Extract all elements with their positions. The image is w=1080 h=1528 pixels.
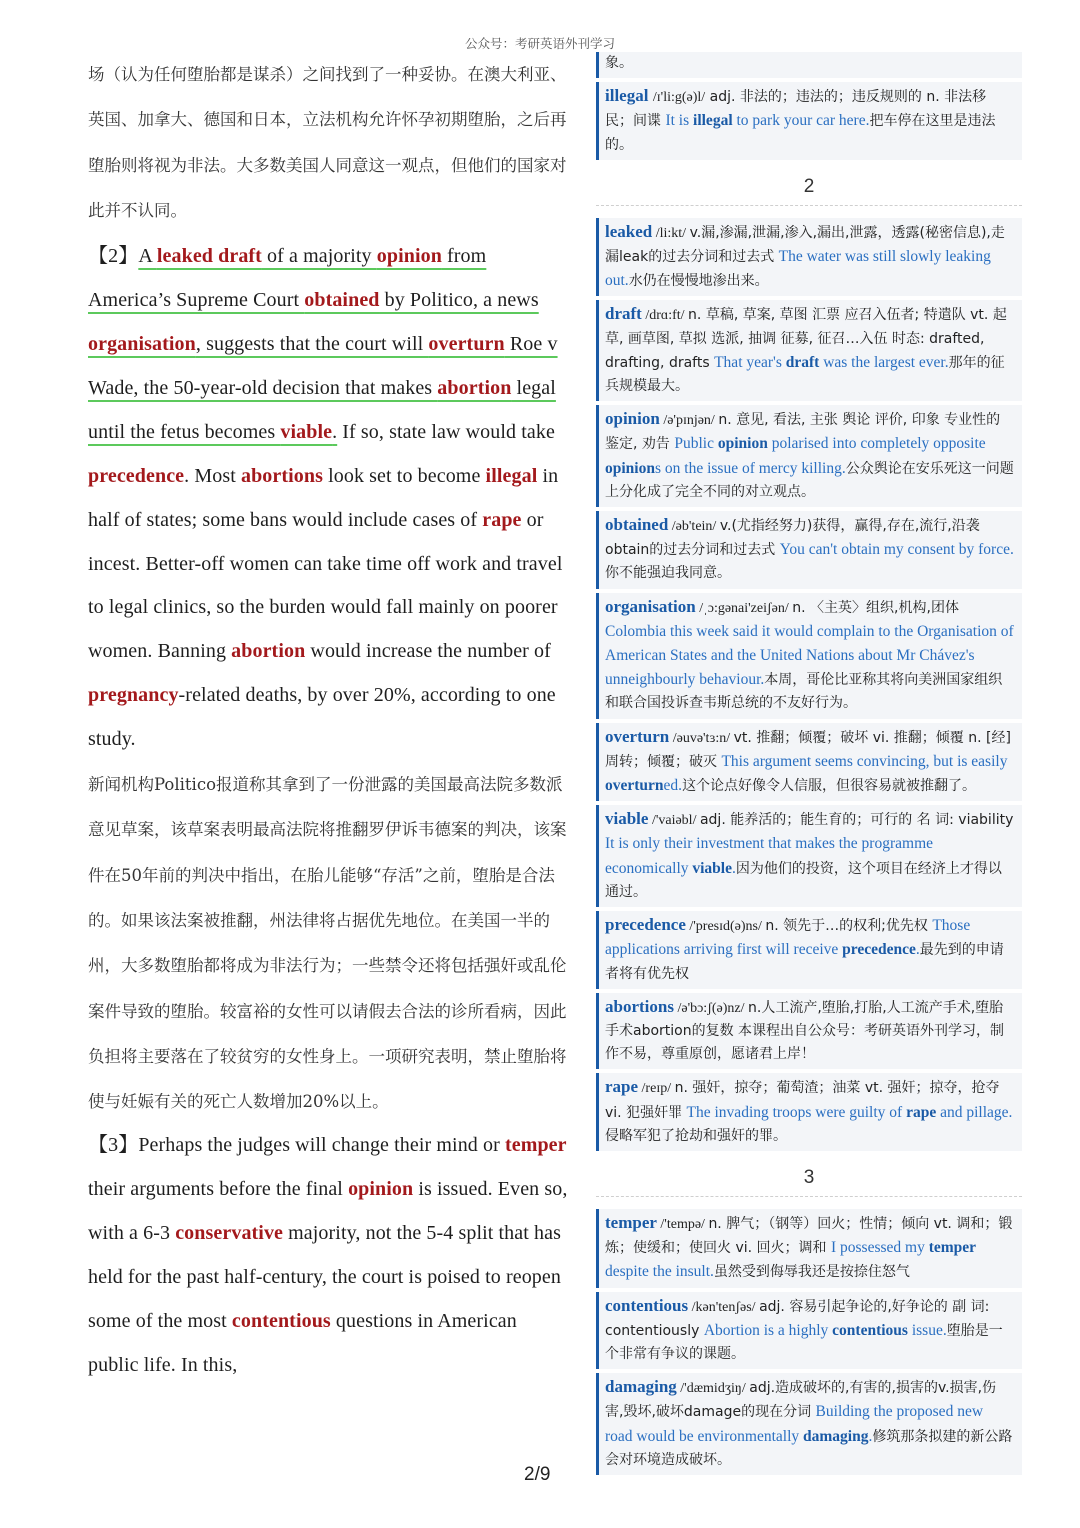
example-sentence: Colombia this week said it would complain to the Organisation of American States and the United Nations about Mr Chávez's unneighbourly behaviour. <box>605 622 1014 689</box>
keyword[interactable]: precedence <box>88 464 185 487</box>
vocab-entry-rape: rape /reɪp/ n. 强奸，掠夺；葡萄渣；油菜 vt. 强奸；掠夺，抢夺 vi. 犯强奸罪 The invading troops were guilty of rape and pillage.侵略军犯了抢劫和强奸的罪。 <box>596 1073 1022 1151</box>
vocab-word[interactable]: viable <box>605 809 649 829</box>
paragraph-2: 【2】A leaked draft of a majority opinion from America’s Supreme Court obtained by Politico, a news organisation, suggests that the court will overturn Roe v Wade, the 50-year-old decision that makes abortion legal until the fetus becomes viable. If so, state law would take precedence. Most abortions look set to become illegal in half of states; some bans would include cases of rape or incest. Better-off women can take time off work and travel to legal clinics, so the burden would fall mainly on poorer women. Banning abortion would increase the number of pregnancy-related deaths, by over 20%, according to one study. <box>88 245 563 751</box>
vocab-word[interactable]: leaked <box>605 221 653 241</box>
keyword[interactable]: temper <box>504 1134 567 1157</box>
keyword[interactable]: viable <box>280 420 333 443</box>
example-sentence: You can't obtain my consent by force. <box>779 541 1014 559</box>
vocabulary-column <box>596 52 1022 1479</box>
keyword[interactable]: abortion <box>231 640 306 663</box>
paragraph-3: 【3】Perhaps the judges will change their mind or temper their arguments before the final opinion is issued. Even so, with a 6-3 conservative majority, not the 5-4 split that has held for the past half-century, the court is poised to reopen some of the most contentious questions in American public life. In this, <box>88 1134 568 1376</box>
example-sentence: This argument seems convincing, but is easily overturned. <box>605 752 1008 795</box>
example-sentence: It is only their investment that makes the programme economically viable. <box>605 835 934 877</box>
vocab-word[interactable]: overturn <box>605 726 670 746</box>
keyword[interactable]: contentious <box>231 1310 331 1333</box>
keyword[interactable]: organisation <box>88 333 196 355</box>
keyword[interactable]: illegal <box>485 464 538 487</box>
vocab-word[interactable]: draft <box>605 304 642 324</box>
vocab-word[interactable]: opinion <box>605 409 660 429</box>
vocab-entry-organisation: organisation /ˌɔ:gənai'zeiʃən/ n. 〈主英〉组织,机构,团体 Colombia this week said it would complain to the Organisation of American States and the United Nations about Mr Chávez's unneighbourly behaviour.本周，哥伦比亚称其将向美洲国家组织和联合国投诉查韦斯总统的不友好行为。 <box>596 593 1022 719</box>
example-sentence: It is illegal to park your car here. <box>665 112 870 130</box>
keyword[interactable]: leaked draft <box>156 245 262 268</box>
keyword[interactable]: abortion <box>437 376 512 399</box>
paragraph-marker: 【2】 <box>88 245 139 268</box>
vocab-entry-draft: draft /drɑ:ft/ n. 草稿, 草案, 草图 汇票 应召入伍者; 特遣队 vt. 起草, 画草图, 草拟 选派, 抽调 征募, 征召…入伍 时态: drafted, drafting, drafts That year's draft was the largest ever.那年的征兵规模最大。 <box>596 300 1022 401</box>
example-sentence: Those applications arriving first will receive precedence. <box>605 917 971 959</box>
vocab-word[interactable]: precedence <box>605 915 686 935</box>
section-number-3: 3 <box>596 1155 1022 1201</box>
vocab-entry-viable: viable /'vaiəbl/ adj. 能养活的；能生育的；可行的 名 词: viability It is only their investment that makes the programme economically viable.因为他们的投资，这个项目在经济上才得以通过。 <box>596 805 1022 907</box>
vocab-entry-opinion: opinion /ə'pɪnjən/ n. 意见, 看法, 主张 舆论 评价, 印象 专业性的鉴定, 劝告 Public opinion polarised into completely opposite opinions on the issue of mercy killing.公众舆论在安乐死这一问题上分化成了完全不同的对立观点。 <box>596 405 1022 507</box>
paragraph-marker: 【3】 <box>88 1134 139 1157</box>
vocab-word[interactable]: obtained <box>605 515 669 535</box>
vocab-entry-temper: temper /'tempə/ n. 脾气；（钢等）回火；性情；倾向 vt. 调和；锻炼；使缓和；使回火 vi. 回火；调和 I possessed my temper despite the insult.虽然受到侮辱我还是按捺住怒气 <box>596 1209 1022 1288</box>
keyword[interactable]: overturn <box>428 333 505 355</box>
vocab-entry-continued: 象。 <box>596 52 1022 78</box>
article-column <box>88 52 568 1388</box>
example-sentence: The invading troops were guilty of rape and pillage. <box>686 1103 1013 1121</box>
vocab-entry-leaked: leaked /li:kt/ v.漏,渗漏,泄漏,渗入,漏出,泄露，透露(秘密信息),走漏leak的过去分词和过去式 The water was still slowly leaking out.水仍在慢慢地渗出来。 <box>596 218 1022 297</box>
example-sentence: The water was still slowly leaking out. <box>605 248 991 290</box>
vocab-entry-obtained: obtained /əb'tein/ v.(尤指经努力)获得，赢得,存在,流行,沿袭obtain的过去分词和过去式 You can't obtain my consent by force.你不能强迫我同意。 <box>596 511 1022 589</box>
keyword[interactable]: opinion <box>376 245 442 268</box>
example-sentence: Public opinion polarised into completely opposite opinions on the issue of mercy killing. <box>605 435 986 477</box>
keyword[interactable]: abortions <box>240 464 324 487</box>
underlined-sentence: A leaked draft of a majority opinion from America’s Supreme Court obtained by Politico, a news organisation, suggests that the court will overturn Roe v Wade, the 50-year-old decision that makes abortion legal until the fetus becomes viable. <box>88 245 558 443</box>
keyword[interactable]: pregnancy <box>88 684 179 707</box>
vocab-word[interactable]: temper <box>605 1212 657 1232</box>
vocab-word[interactable]: abortions <box>605 996 674 1016</box>
example-sentence: That year's draft was the largest ever. <box>714 353 949 371</box>
page-number: 2/9 <box>524 1464 551 1485</box>
vocab-entry-contentious: contentious /kən'tenʃəs/ adj. 容易引起争论的,好争论的 副 词: contentiously Abortion is a highly contentious issue.堕胎是一个非常有争议的课题。 <box>596 1292 1022 1370</box>
vocab-word[interactable]: illegal <box>605 86 649 106</box>
section-number-2: 2 <box>596 164 1022 210</box>
page-header: 公众号：考研英语外刊学习 <box>464 36 615 51</box>
vocab-word[interactable]: damaging <box>605 1377 677 1397</box>
vocab-word[interactable]: rape <box>605 1077 639 1097</box>
translation-paragraph-2: 新闻机构Politico报道称其拿到了一份泄露的美国最高法院多数派意见草案，该草案表明最高法院将推翻罗伊诉韦德案的判决，该案件在50年前的判决中指出，在胎儿能够“存活”之前，堕胎是合法的。如果该法案被推翻，州法律将占据优先地位。在美国一半的州，大多数堕胎都将成为非法行为；一些禁令还将包括强奸或乱伦案件导致的堕胎。较富裕的女性可以请假去合法的诊所看病，因此负担将主要落在了较贫穷的女性身上。一项研究表明，禁止堕胎将使与妊娠有关的死亡人数增加20%以上。 <box>88 775 567 1112</box>
vocab-word[interactable]: organisation <box>605 596 696 616</box>
vocab-entry-overturn: overturn /əuvə'tɜ:n/ vt. 推翻；倾覆；破坏 vi. 推翻；倾覆 n. [经]周转；倾覆；破灭 This argument seems convincing, but is easily overturned.这个论点好像令人信服，但很容易就被推翻了。 <box>596 723 1022 802</box>
vocab-entry-precedence: precedence /'presɪd(ə)ns/ n. 领先于…的权利;优先权 Those applications arriving first will receive precedence.最先到的申请者将有优先权 <box>596 911 1022 989</box>
vocab-word[interactable]: contentious <box>605 1295 689 1315</box>
vocab-entry-illegal: illegal /ɪ'li:g(ə)l/ adj. 非法的；违法的；违反规则的 n. 非法移民；间谍 It is illegal to park your car here.把车停在这里是违法的。 <box>596 82 1022 160</box>
keyword[interactable]: obtained <box>304 289 380 312</box>
translation-paragraph-1: 场（认为任何堕胎都是谋杀）之间找到了一种妥协。在澳大利亚、英国、加拿大、德国和日本，立法机构允许怀孕初期堕胎，之后再堕胎则将视为非法。大多数美国人同意这一观点，但他们的国家对此并不认同。 <box>88 65 567 220</box>
keyword[interactable]: conservative <box>175 1222 284 1245</box>
keyword[interactable]: opinion <box>348 1178 414 1201</box>
example-sentence: I possessed my temper despite the insult. <box>605 1239 977 1281</box>
vocab-entry-damaging: damaging /'dæmidʒiŋ/ adj.造成破坏的,有害的,损害的v.损害,伤害,毁坏,破坏damage的现在分词 Building the proposed new road would be environmentally damaging.修筑那条拟建的新公路会对环境造成破坏。 <box>596 1373 1022 1475</box>
keyword[interactable]: rape <box>482 508 522 531</box>
example-sentence: Building the proposed new road would be environmentally damaging. <box>605 1403 984 1445</box>
example-sentence: Abortion is a highly contentious issue. <box>703 1321 947 1339</box>
vocab-entry-abortions: abortions /ə'bɔ:ʃ(ə)nz/ n.人工流产,堕胎,打胎,人工流产手术,堕胎手术abortion的复数 本课程出自公众号：考研英语外刊学习，制作不易，尊重原创，愿诸君上岸！ <box>596 993 1022 1070</box>
